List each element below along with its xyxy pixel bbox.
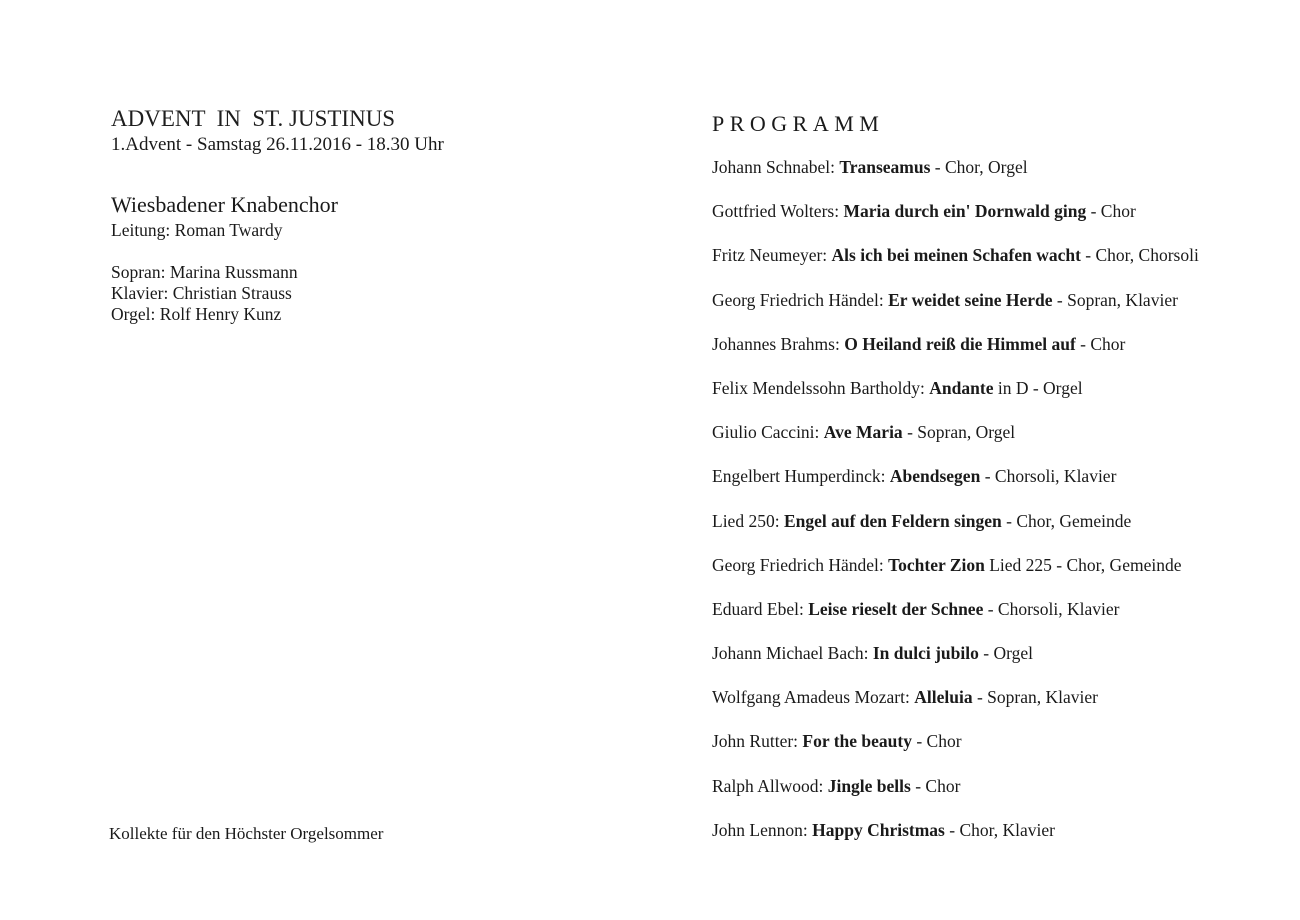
composer: Johannes Brahms:: [712, 333, 845, 354]
performers: - Chor, Orgel: [930, 157, 1028, 177]
work-title: Tochter Zion: [888, 554, 985, 575]
composer: Ralph Allwood:: [712, 775, 828, 796]
program-item: [712, 730, 1292, 774]
performers: Lied 225 - Chor, Gemeinde: [984, 554, 1182, 575]
composer: Wolfgang Amadeus Mozart:: [712, 687, 915, 708]
program-item: [712, 598, 1292, 642]
performers: - Chorsoli, Klavier: [983, 598, 1120, 619]
work-title: Jingle bells: [827, 775, 911, 796]
performers: - Orgel: [978, 643, 1033, 664]
program-item: [712, 465, 1292, 509]
work-title: Andante: [929, 377, 994, 398]
composer: Georg Friedrich Händel:: [712, 554, 889, 575]
event-title: ADVENT IN ST. JUSTINUS: [111, 106, 396, 131]
work-title: Engel auf den Feldern singen: [783, 510, 1002, 531]
program-item: [712, 421, 1292, 465]
work-title: Leise rieselt der Schnee: [808, 598, 984, 619]
work-title: Er weidet seine Herde: [888, 289, 1053, 310]
work-title: For the beauty: [802, 731, 912, 752]
performers: in D - Orgel: [993, 377, 1083, 398]
work-title: Als ich bei meinen Schafen wacht: [831, 245, 1081, 266]
program-item: [712, 333, 1292, 377]
composer: Georg Friedrich Händel:: [712, 289, 889, 310]
performers: - Chor, Klavier: [944, 819, 1055, 840]
choir-leader: Leitung: Roman Twardy: [111, 220, 283, 240]
composer: Eduard Ebel:: [712, 598, 809, 619]
composer: Johann Schnabel:: [712, 157, 840, 177]
program-item: [712, 554, 1292, 598]
composer: Felix Mendelssohn Bartholdy:: [712, 377, 930, 398]
performers: - Chor, Chorsoli: [1080, 245, 1199, 266]
program-item: [712, 244, 1292, 288]
program-item: [712, 377, 1292, 421]
performers: - Chor: [910, 775, 961, 796]
work-title: Happy Christmas: [812, 819, 945, 840]
program-item: [712, 686, 1292, 730]
program-item: [712, 200, 1292, 244]
work-title: Transeamus: [839, 157, 931, 177]
work-title: Abendsegen: [889, 466, 981, 487]
work-title: Ave Maria: [823, 422, 903, 443]
work-title: In dulci jubilo: [872, 643, 979, 664]
composer: Fritz Neumeyer:: [712, 245, 832, 266]
performers: - Chorsoli, Klavier: [980, 466, 1117, 487]
performers: - Chor: [911, 731, 962, 752]
performer-credits: [111, 262, 651, 325]
performers: - Chor, Gemeinde: [1001, 510, 1132, 531]
program-section: [712, 110, 1292, 863]
performers: - Sopran, Klavier: [972, 687, 1098, 708]
event-date-line: 1.Advent - Samstag 26.11.2016 - 18.30 Uhr: [111, 134, 444, 155]
choir-name: Wiesbadener Knabenchor: [111, 192, 338, 217]
composer: Giulio Caccini:: [712, 422, 824, 443]
program-item: [712, 642, 1292, 686]
credit-organ: Orgel: Rolf Henry Kunz: [111, 304, 282, 324]
performers: - Sopran, Orgel: [902, 422, 1016, 443]
composer: John Rutter:: [712, 731, 803, 752]
program-item: [712, 289, 1292, 333]
composer: Lied 250:: [712, 510, 784, 531]
performers: - Chor: [1086, 201, 1136, 222]
collection-note: Kollekte für den Höchster Orgelsommer: [109, 824, 384, 843]
program-item: [712, 775, 1292, 819]
work-title: Maria durch ein' Dornwald ging: [843, 201, 1087, 222]
performers: - Sopran, Klavier: [1052, 289, 1178, 310]
composer: Johann Michael Bach:: [712, 643, 873, 664]
program-list: [712, 156, 1292, 863]
work-title: Alleluia: [914, 687, 973, 708]
program-item: [712, 819, 1292, 863]
program-item: [712, 510, 1292, 554]
composer: Gottfried Wolters:: [712, 201, 844, 222]
concert-info: [111, 104, 651, 325]
performers: - Chor: [1075, 333, 1126, 354]
program-heading: PROGRAMM: [712, 111, 885, 136]
program-item: [712, 156, 1292, 200]
composer: John Lennon:: [712, 819, 813, 840]
composer: Engelbert Humperdinck:: [712, 466, 890, 487]
work-title: O Heiland reiß die Himmel auf: [844, 333, 1076, 354]
credit-piano: Klavier: Christian Strauss: [111, 283, 292, 303]
credit-soprano: Sopran: Marina Russmann: [111, 262, 298, 282]
